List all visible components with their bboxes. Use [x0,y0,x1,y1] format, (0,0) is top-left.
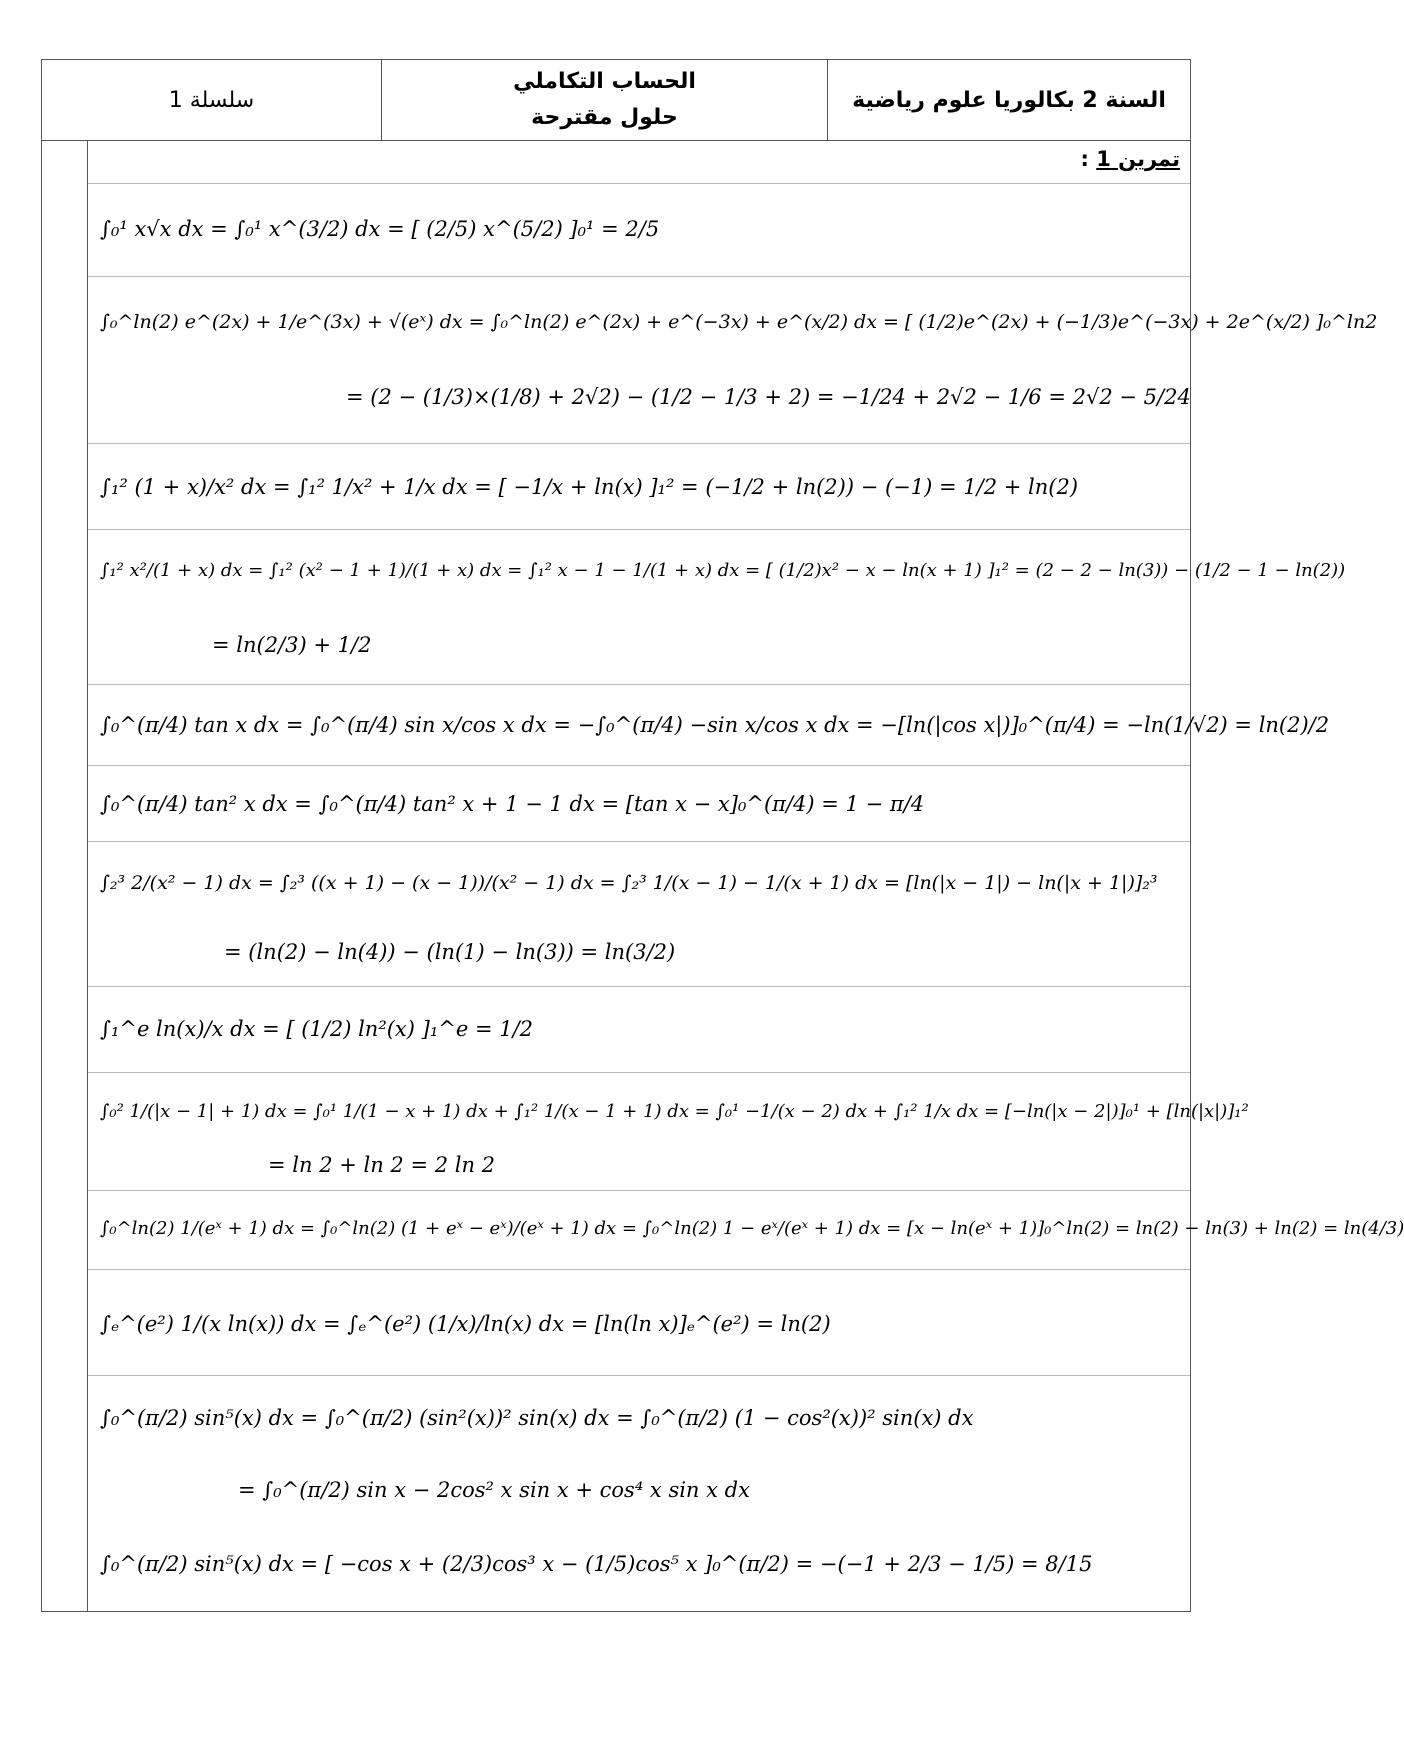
formula-line: ∫₀^ln(2) 1/(eˣ + 1) dx = ∫₀^ln(2) (1 + eˣ − eˣ)/(eˣ + 1) dx = ∫₀^ln(2) 1 − eˣ/(eˣ + 1) dx = [x − ln(eˣ + 1)]₀^ln(2) = ln(2) − ln(3) + ln(2) = ln(4/3) [100,1218,1404,1239]
integral-row [88,277,1378,444]
series-label: سلسلة 1 [168,87,255,113]
integral-row [88,1073,1249,1191]
formula-line: ∫₁² (1 + x)/x² dx = ∫₁² 1/x² + 1/x dx = [ −1/x + ln(x) ]₁² = (−1/2 + ln(2)) − (−1) = 1/2 + ln(2) [100,475,1079,499]
header-series-cell [42,60,381,140]
formula-line: = ∫₀^(π/2) sin x − 2cos² x sin x + cos⁴ x sin x dx [238,1478,750,1502]
formula-line: ∫₀² 1/(|x − 1| + 1) dx = ∫₀¹ 1/(1 − x + 1) dx + ∫₁² 1/(x − 1 + 1) dx = ∫₀¹ −1/(x − 2) dx + ∫₁² 1/x dx = [−ln(|x − 2|)]₀¹ + [ln(|x|)]₁² [100,1101,1249,1122]
formula-line: ∫ₑ^(e²) 1/(x ln(x)) dx = ∫ₑ^(e²) (1/x)/ln(x) dx = [ln(ln x)]ₑ^(e²) = ln(2) [100,1312,831,1336]
formula-line: = (ln(2) − ln(4)) − (ln(1) − ln(3)) = ln(3/2) [224,940,676,964]
integral-row [88,987,1190,1073]
formula-line: ∫₀^(π/2) sin⁵(x) dx = ∫₀^(π/2) (sin²(x))² sin(x) dx = ∫₀^(π/2) (1 − cos²(x))² sin(x) dx [100,1406,974,1430]
formula-line: ∫₀^(π/4) tan² x dx = ∫₀^(π/4) tan² x + 1 − 1 dx = [tan x − x]₀^(π/4) = 1 − π/4 [100,792,925,816]
exercise-title [1081,147,1180,171]
integral-row [88,685,1330,766]
formula-line: = (2 − (1/3)×(1/8) + 2√2) − (1/2 − 1/3 + 2) = −1/24 + 2√2 − 1/6 = 2√2 − 5/24 [346,385,1191,409]
level-label: السنة 2 بكالوريا علوم رياضية [852,87,1166,113]
formula-line: ∫₁² x²/(1 + x) dx = ∫₁² (x² − 1 + 1)/(1 + x) dx = ∫₁² x − 1 − 1/(1 + x) dx = [ (1/2)x² − x − ln(x + 1) ]₁² = (2 − 2 − ln(3)) − (1/2 − 1 − ln(2)) [100,560,1346,581]
integral-row [88,766,1190,842]
header-level-cell [828,60,1190,140]
integral-row [88,1191,1404,1270]
integral-row [88,530,1346,685]
integral-row [88,183,1190,277]
exercise-heading-row [88,141,1190,184]
formula-line: ∫₂³ 2/(x² − 1) dx = ∫₂³ ((x + 1) − (x − 1))/(x² − 1) dx = ∫₂³ 1/(x − 1) − 1/(x + 1) dx = [ln(|x − 1|) − ln(|x + 1|)]₂³ [100,872,1158,894]
formula-line: ∫₀¹ x√x dx = ∫₀¹ x^(3/2) dx = [ (2/5) x^(5/2) ]₀¹ = 2/5 [100,217,660,241]
header-title-cell [381,60,828,140]
integral-row [88,444,1190,530]
exercise-title-text: تمرين 1 [1096,147,1180,171]
exercise-title-colon: : [1080,147,1089,171]
formula-line: ∫₀^(π/2) sin⁵(x) dx = [ −cos x + (2/3)cos³ x − (1/5)cos⁵ x ]₀^(π/2) = −(−1 + 2/3 − 1/5) = 8/15 [100,1552,1093,1576]
formula-line: ∫₀^(π/4) tan x dx = ∫₀^(π/4) sin x/cos x dx = −∫₀^(π/4) −sin x/cos x dx = −[ln(|cos x|)]₀^(π/4) = −ln(1/√2) = ln(2)/2 [100,713,1330,737]
header-table [41,59,1191,141]
formula-line: = ln 2 + ln 2 = 2 ln 2 [268,1153,496,1177]
integral-row [88,1270,1190,1376]
formula-line: = ln(2/3) + 1/2 [212,633,372,657]
header-title: الحساب التكاملي [513,69,696,94]
integral-row [88,1376,1190,1612]
header-subtitle: حلول مقترحة [531,105,678,130]
formula-line: ∫₁^e ln(x)/x dx = [ (1/2) ln²(x) ]₁^e = 1/2 [100,1017,534,1041]
integral-row [88,842,1190,987]
formula-line: ∫₀^ln(2) e^(2x) + 1/e^(3x) + √(eˣ) dx = ∫₀^ln(2) e^(2x) + e^(−3x) + e^(x/2) dx = [ (1/2)e^(2x) + (−1/3)e^(−3x) + 2e^(x/2) ]₀^ln2 [100,311,1378,333]
